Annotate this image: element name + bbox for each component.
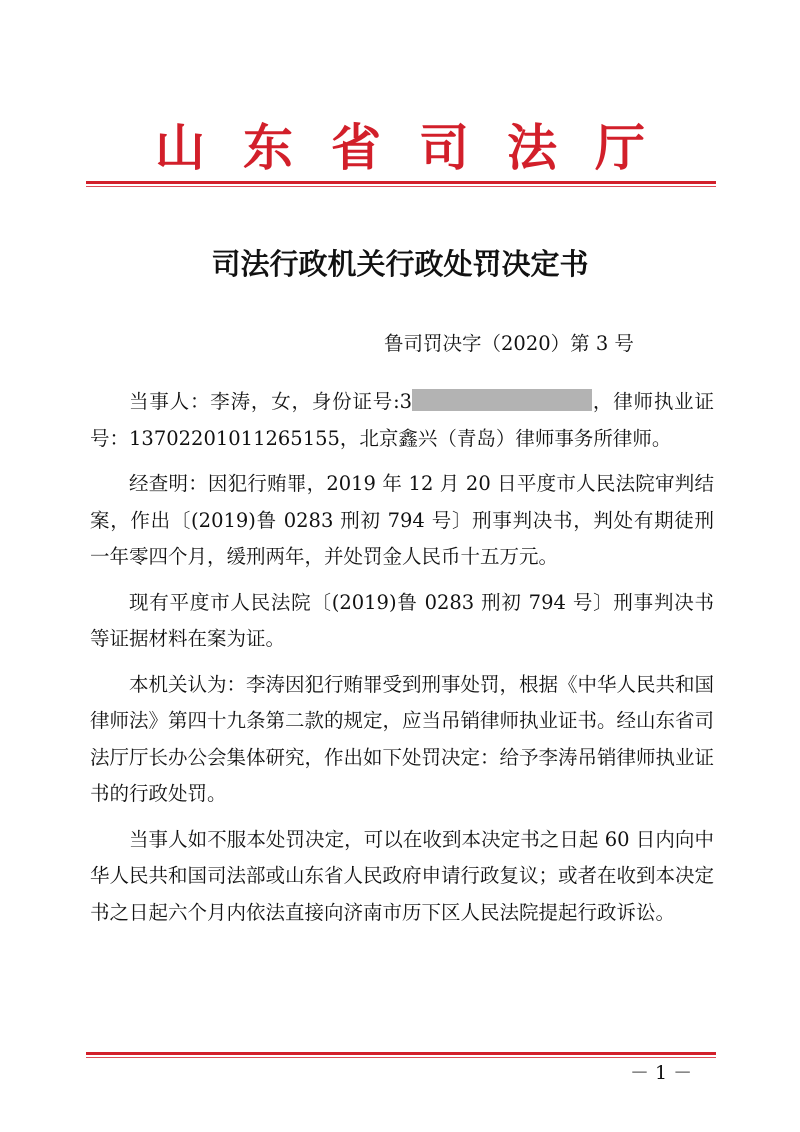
- page-number: － 1 －: [630, 1062, 693, 1084]
- document-number: 鲁司罚决字（2020）第 3 号: [384, 332, 634, 355]
- party-text-end: ，律师执业证号：13702201011265155，北京鑫兴（青岛）律师事务所律师。: [90, 390, 714, 450]
- document-body: [90, 384, 714, 931]
- decision-paragraph: 本机关认为：李涛因犯行贿罪受到刑事处罚，根据《中华人民共和国律师法》第四十九条第二款的规定，应当吊销律师执业证书。经山东省司法厅厅长办公会集体研究，作出如下处罚决定：给予李涛吊销律师执业证书的行政处罚。: [90, 672, 715, 805]
- header-red-rule-thin: [86, 186, 716, 187]
- party-paragraph: [90, 384, 714, 457]
- findings-paragraph: 经查明：因犯行贿罪，2019 年 12 月 20 日平度市人民法院审判结案，作出〔(2019)鲁 0283 刑初 794 号〕刑事判决书，判处有期徒刑一年零四个月，缓刑两年，并处罚金人民币十五万元。: [90, 472, 714, 568]
- evidence-paragraph: 现有平度市人民法院〔(2019)鲁 0283 刑初 794 号〕刑事判决书等证据材料在案为证。: [90, 590, 714, 650]
- footer-red-rule-thin: [86, 1057, 716, 1058]
- appeal-paragraph: 当事人如不服本处罚决定，可以在收到本决定书之日起 60 日内向中华人民共和国司法部或山东省人民政府申请行政复议；或者在收到本决定书之日起六个月内依法直接向济南市历下区人民法院提起行政诉讼。: [90, 827, 715, 924]
- document-title: 司法行政机关行政处罚决定书: [211, 247, 589, 281]
- party-text-start: 当事人：李涛，女，身份证号:3: [129, 390, 413, 413]
- footer-red-rule: [86, 1052, 716, 1055]
- agency-masthead: 山东省司法厅: [155, 118, 683, 177]
- header-red-rule: [86, 181, 716, 184]
- redaction-box: [412, 389, 592, 411]
